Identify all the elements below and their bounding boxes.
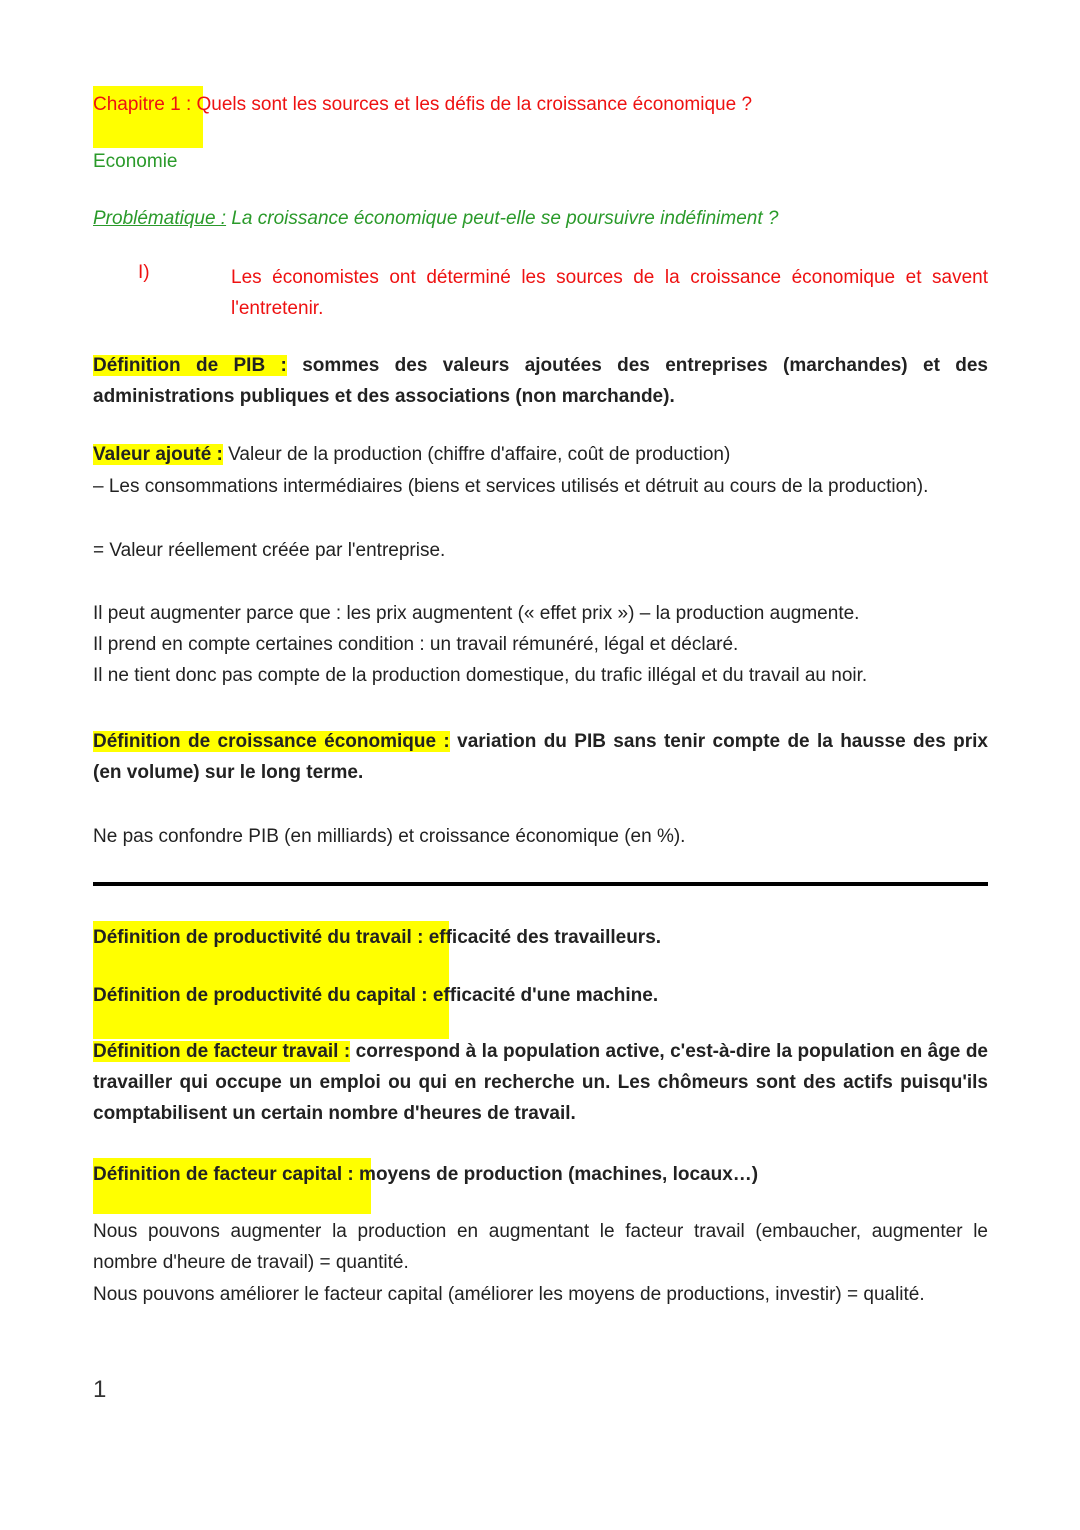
pib-note-3: Il ne tient donc pas compte de la production domestique, du trafic illégal et du travail au noir. bbox=[93, 665, 868, 686]
valeur-ajoutee-label: Valeur ajouté : bbox=[93, 444, 223, 465]
definition-facteur-capital-text: moyens de production (machines, locaux…) bbox=[353, 1164, 759, 1185]
valeur-ajoutee-line2: – Les consommations intermédiaires (biens et services utilisés et détruit au cours de la production). bbox=[93, 476, 929, 497]
definition-prod-capital-label: Définition de productivité du capital : bbox=[93, 985, 428, 1006]
chapter-label: Chapitre 1 : bbox=[93, 94, 192, 115]
valeur-ajoutee-line3: = Valeur réellement créée par l'entreprise. bbox=[93, 540, 446, 561]
definition-pib bbox=[93, 350, 988, 412]
section-title: Les économistes ont déterminé les sources de la croissance économique et savent l'entretenir. bbox=[231, 267, 988, 319]
definition-prod-travail-label: Définition de productivité du travail : bbox=[93, 927, 424, 948]
definition-prod-travail bbox=[93, 922, 988, 953]
definition-facteur-travail-text: correspond à la population active, c'est-à-dire la population en âge de travailler qui occupe un emploi ou qui en recherche un. Les chômeurs sont des actifs puisqu'ils comptabilisent un certain nombre d'heures de travail. bbox=[93, 1041, 988, 1124]
definition-croissance-label: Définition de croissance économique : bbox=[93, 731, 450, 752]
chapter-question: Quels sont les sources et les défis de la croissance économique ? bbox=[191, 94, 753, 115]
definition-prod-capital bbox=[93, 980, 988, 1011]
horizontal-divider bbox=[93, 882, 988, 886]
definition-croissance-text: variation du PIB sans tenir compte de la hausse des prix (en volume) sur le long terme. bbox=[93, 731, 989, 783]
definition-prod-capital-text: efficacité d'une machine. bbox=[427, 985, 659, 1006]
problematique-text: La croissance économique peut-elle se poursuivre indéfiniment ? bbox=[226, 208, 779, 229]
problematique bbox=[93, 203, 988, 234]
definition-facteur-travail bbox=[93, 1036, 988, 1129]
definition-croissance bbox=[93, 726, 988, 788]
page-number: 1 bbox=[93, 1376, 107, 1403]
valeur-ajoutee-line1: Valeur de la production (chiffre d'affaire, coût de production) bbox=[222, 444, 731, 465]
pib-note-2: Il prend en compte certaines condition : un travail rémunéré, légal et déclaré. bbox=[93, 634, 739, 655]
confusion-note: Ne pas confondre PIB (en milliards) et croissance économique (en %). bbox=[93, 826, 686, 847]
chapter-title bbox=[93, 89, 752, 120]
definition-prod-travail-text: efficacité des travailleurs. bbox=[423, 927, 662, 948]
section-number: I) bbox=[138, 262, 150, 283]
definition-facteur-capital bbox=[93, 1159, 988, 1190]
definition-facteur-capital-label: Définition de facteur capital : bbox=[93, 1164, 354, 1185]
subject-label: Economie bbox=[93, 151, 178, 172]
problematique-label: Problématique : bbox=[93, 208, 227, 229]
definition-facteur-travail-label: Définition de facteur travail : bbox=[93, 1041, 351, 1062]
augment-note-2: Nous pouvons améliorer le facteur capital (améliorer les moyens de productions, investir) = qualité. bbox=[93, 1284, 925, 1305]
pib-note-1: Il peut augmenter parce que : les prix augmentent (« effet prix ») – la production augmente. bbox=[93, 603, 860, 624]
definition-pib-label: Définition de PIB : bbox=[93, 355, 287, 376]
augment-note-1: Nous pouvons augmenter la production en augmentant le facteur travail (embaucher, augmenter le nombre d'heure de travail) = quantité. bbox=[93, 1221, 988, 1273]
valeur-ajoutee bbox=[93, 439, 988, 470]
definition-pib-text: sommes des valeurs ajoutées des entreprises (marchandes) et des administrations publiques et des associations (non marchande). bbox=[93, 355, 988, 407]
